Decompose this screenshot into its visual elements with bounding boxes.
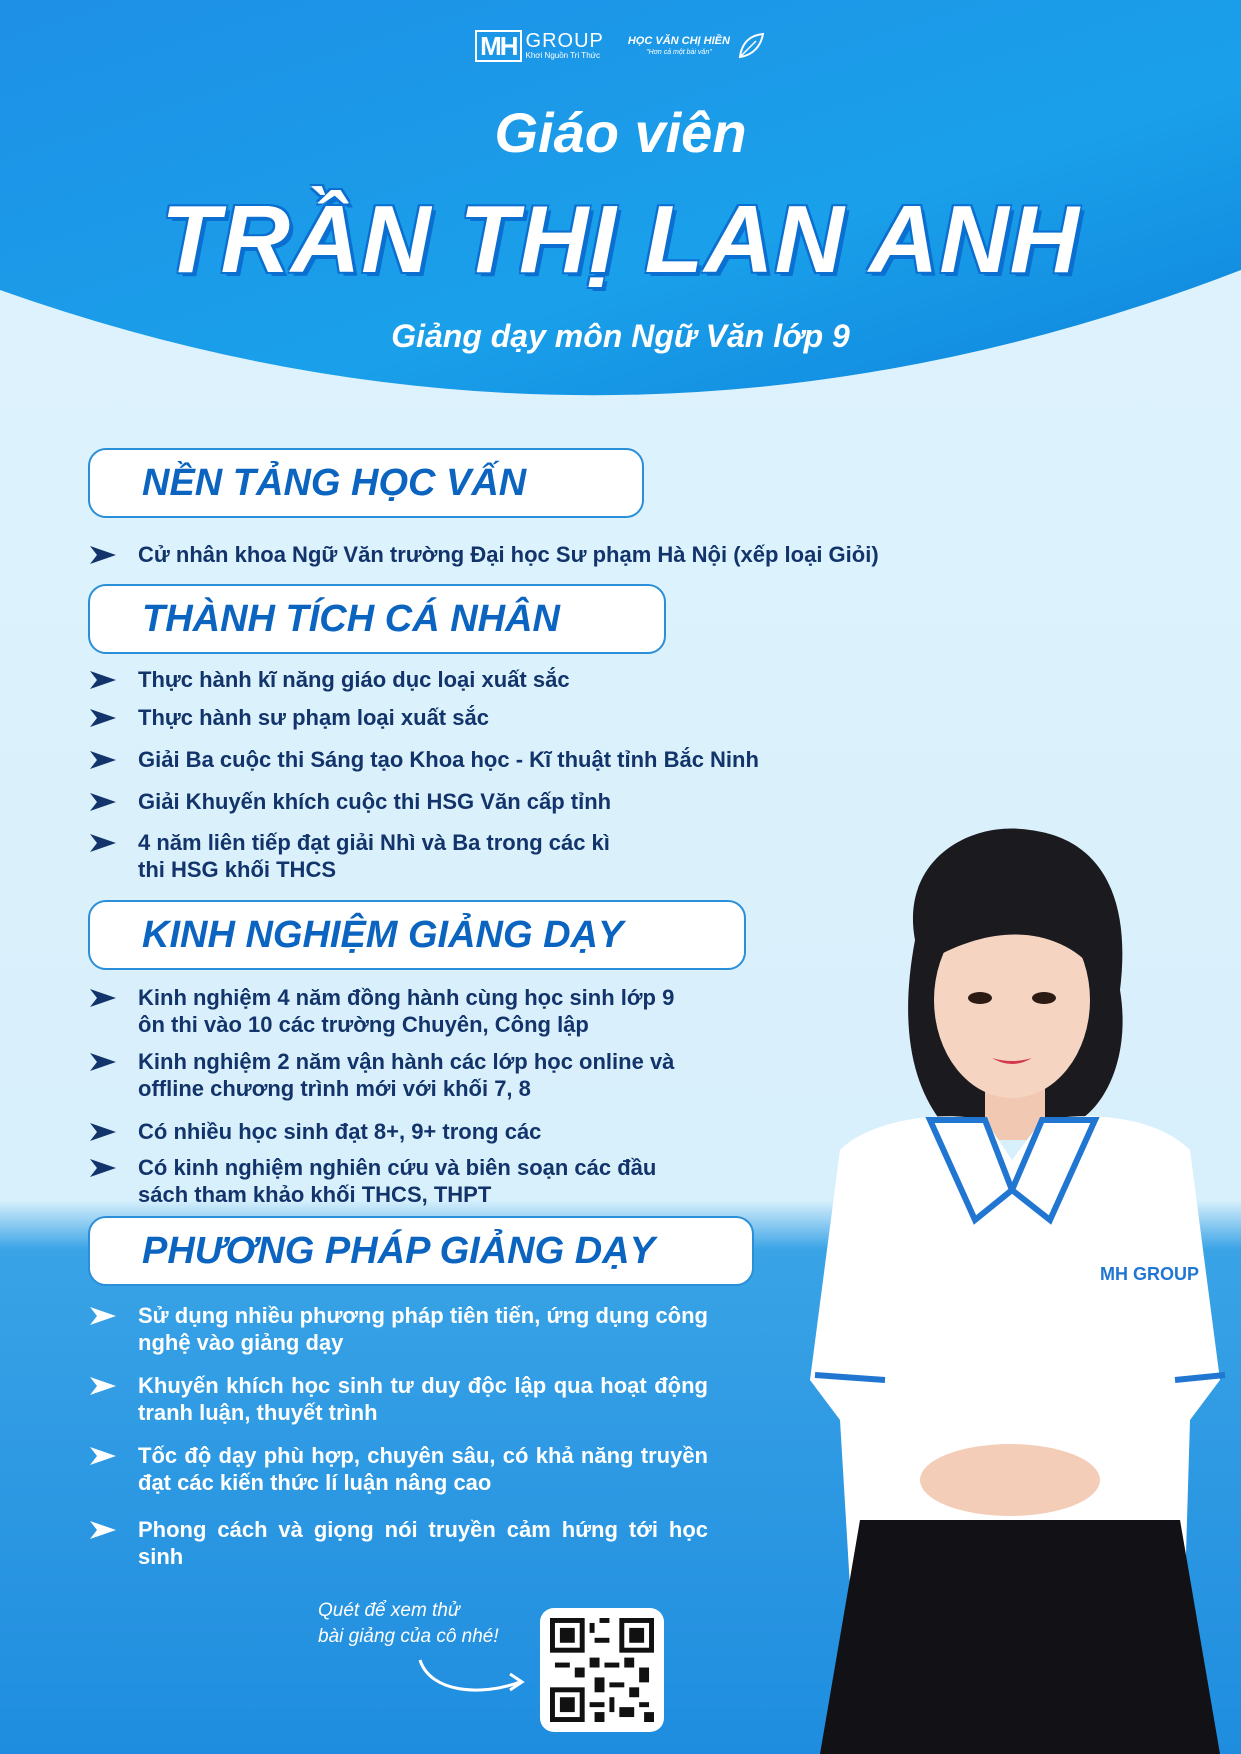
- list-item: Phong cách và giọng nói truyền cảm hứng tới học sinh: [88, 1516, 708, 1570]
- arrow-icon: [88, 1154, 138, 1179]
- qr-code-icon: [550, 1618, 654, 1722]
- section-methods-header: [88, 1216, 754, 1286]
- mh-group-logo: [475, 30, 604, 62]
- qr-code[interactable]: [540, 1608, 664, 1732]
- mh-mark: MH: [475, 30, 521, 62]
- mh-group-text: GROUP: [525, 30, 604, 52]
- arrow-icon: [88, 984, 138, 1009]
- title-giao-vien: Giáo viên: [494, 101, 747, 164]
- arrow-icon: [88, 1118, 138, 1143]
- curved-arrow-icon: [410, 1652, 530, 1702]
- section-experience-header: [88, 900, 746, 970]
- hv-tagline: "Hơn cả một bài văn": [646, 48, 712, 56]
- section-experience-title: KINH NGHIỆM GIẢNG DẠY: [142, 913, 624, 956]
- list-item: Kinh nghiệm 2 năm vận hành các lớp học online và offline chương trình mới với khối 7, 8: [88, 1048, 674, 1102]
- list-item: Thực hành sư phạm loại xuất sắc: [88, 704, 489, 731]
- mh-tagline: Khơi Nguồn Tri Thức: [525, 51, 600, 60]
- section-achievements-header: [88, 584, 666, 654]
- arrow-icon: [88, 666, 138, 691]
- list-item: Giải Ba cuộc thi Sáng tạo Khoa học - Kĩ thuật tỉnh Bắc Ninh: [88, 746, 759, 773]
- list-item: Cử nhân khoa Ngữ Văn trường Đại học Sư phạm Hà Nội (xếp loại Giỏi): [88, 541, 879, 568]
- list-item: Kinh nghiệm 4 năm đồng hành cùng học sinh lớp 9 ôn thi vào 10 các trường Chuyên, Công lập: [88, 984, 674, 1038]
- section-education-title: NỀN TẢNG HỌC VẤN: [142, 461, 527, 504]
- list-item: Giải Khuyến khích cuộc thi HSG Văn cấp tỉnh: [88, 788, 611, 815]
- arrow-icon: [88, 1516, 138, 1541]
- section-education-header: [88, 448, 644, 518]
- arrow-icon: [88, 788, 138, 813]
- list-item: Sử dụng nhiều phương pháp tiên tiến, ứng dụng công nghệ vào giảng dạy: [88, 1302, 708, 1356]
- teacher-portrait: [780, 820, 1241, 1754]
- list-item: Tốc độ dạy phù hợp, chuyên sâu, có khả năng truyền đạt các kiến thức lí luận nâng cao: [88, 1442, 708, 1496]
- hoc-van-chi-hien-logo: [628, 31, 766, 61]
- teacher-name: TRẦN THỊ LAN ANH: [161, 186, 1080, 293]
- arrow-icon: [88, 704, 138, 729]
- arrow-icon: [88, 1048, 138, 1073]
- hv-name: HỌC VĂN CHỊ HIỀN: [627, 34, 730, 47]
- leaf-icon: [736, 31, 766, 61]
- qr-caption: Quét để xem thử bài giảng của cô nhé!: [318, 1600, 499, 1647]
- list-item: Có nhiều học sinh đạt 8+, 9+ trong các: [88, 1118, 541, 1145]
- section-methods-title: PHƯƠNG PHÁP GIẢNG DẠY: [142, 1229, 655, 1272]
- arrow-icon: [88, 746, 138, 771]
- list-item: Có kinh nghiệm nghiên cứu và biên soạn các đầu sách tham khảo khối THCS, THPT: [88, 1154, 656, 1208]
- arrow-icon: [88, 829, 138, 854]
- list-item: Khuyến khích học sinh tư duy độc lập qua hoạt động tranh luận, thuyết trình: [88, 1372, 708, 1426]
- arrow-icon: [88, 1442, 138, 1467]
- list-item: Thực hành kĩ năng giáo dục loại xuất sắc: [88, 666, 570, 693]
- arrow-icon: [88, 541, 138, 566]
- shirt-logo: MH GROUP: [1100, 1264, 1199, 1284]
- logo-bar: [0, 30, 1241, 62]
- subject-subtitle: Giảng dạy môn Ngữ Văn lớp 9: [391, 318, 850, 354]
- section-achievements-title: THÀNH TÍCH CÁ NHÂN: [142, 597, 560, 640]
- arrow-icon: [88, 1302, 138, 1327]
- list-item: 4 năm liên tiếp đạt giải Nhì và Ba trong các kì thi HSG khối THCS: [88, 829, 610, 883]
- arrow-icon: [88, 1372, 138, 1397]
